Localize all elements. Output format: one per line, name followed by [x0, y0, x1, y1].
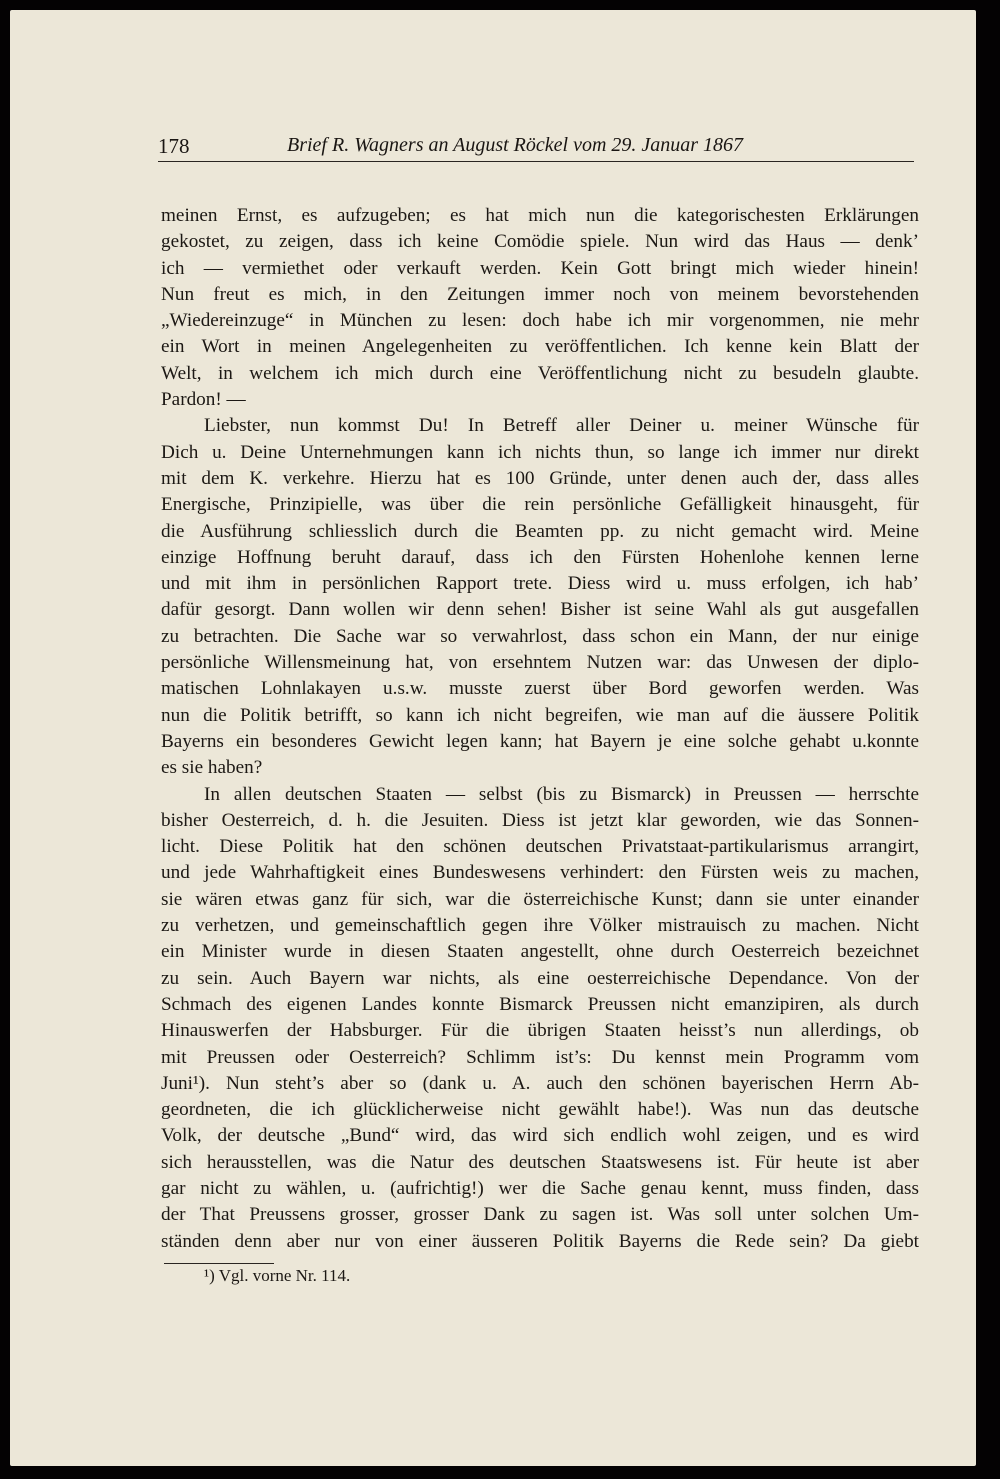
text-line: In allen deutschen Staaten — selbst (bis zu Bismarck) in Preussen — herrschte [204, 783, 919, 805]
text-line: Energische, Prinzipielle, was über die rein persönliche Gefälligkeit hinausgeht, für [161, 494, 919, 516]
text-line: matischen Lohnlakayen u.s.w. musste zuerst über Bord geworfen werden. Was [161, 678, 919, 700]
text-line: zu sein. Auch Bayern war nichts, als eine oesterreichische Dependance. Von der [161, 967, 919, 989]
text-line: Liebster, nun kommst Du! In Betreff aller Deiner u. meiner Wünsche für [204, 415, 919, 437]
text-line: Bayerns ein besonderes Gewicht legen kann; hat Bayern je eine solche gehabt u.konnte [161, 730, 919, 752]
text-line: persönliche Willensmeinung hat, von ersehntem Nutzen war: das Unwesen der diplo- [161, 652, 919, 674]
text-line: ich — vermiethet oder verkauft werden. Kein Gott bringt mich wieder hinein! [161, 257, 919, 279]
page-header [158, 134, 914, 164]
text-line: zu betrachten. Die Sache war so verwahrlost, dass schon ein Mann, der nur einige [161, 625, 919, 647]
text-line: geordneten, die ich glücklicherweise nicht gewählt habe!). Was nun das deutsche [161, 1099, 919, 1121]
text-line: bisher Oesterreich, d. h. die Jesuiten. Diess ist jetzt klar geworden, wie das Sonnen- [161, 809, 919, 831]
text-line: Pardon! — [161, 389, 246, 411]
text-line: Volk, der deutsche „Bund“ wird, das wird sich endlich wohl zeigen, und es wird [161, 1125, 919, 1147]
running-title: Brief R. Wagners an August Röckel vom 29. Januar 1867 [287, 134, 744, 156]
header-rule [158, 161, 914, 162]
page-number: 178 [158, 134, 190, 158]
text-line: mit Preussen oder Oesterreich? Schlimm ist’s: Du kennst mein Programm vom [161, 1046, 919, 1068]
text-line: sie wären etwas ganz für sich, war die österreichische Kunst; dann sie unter einander [161, 888, 919, 910]
text-line: Juni¹). Nun steht’s aber so (dank u. A. auch den schönen bayerischen Herrn Ab- [161, 1072, 919, 1094]
footnote: ¹) Vgl. vorne Nr. 114. [204, 1266, 351, 1285]
text-line: Dich u. Deine Unternehmungen kann ich nichts thun, so lange ich immer nur direkt [161, 441, 919, 463]
body-text [161, 203, 919, 1255]
text-line: es sie haben? [161, 757, 263, 779]
text-line: die Ausführung schliesslich durch die Beamten pp. zu nicht gemacht wird. Meine [161, 520, 919, 542]
text-line: licht. Diese Politik hat den schönen deutschen Privatstaat-partikularismus arrangirt, [161, 836, 919, 858]
text-line: nun die Politik betrifft, so kann ich nicht begreifen, wie man auf die äussere Politik [161, 704, 919, 726]
text-line: Hinauswerfen der Habsburger. Für die übrigen Staaten heisst’s nun allerdings, ob [161, 1020, 919, 1042]
text-line: einzige Hoffnung beruht darauf, dass ich den Fürsten Hohenlohe kennen lerne [161, 546, 919, 568]
footnote-rule [164, 1263, 274, 1264]
text-line: ein Wort in meinen Angelegenheiten zu veröffentlichen. Ich kenne kein Blatt der [161, 336, 919, 358]
text-line: gekostet, zu zeigen, dass ich keine Comödie spiele. Nun wird das Haus — denk’ [161, 231, 919, 253]
text-line: Welt, in welchem ich mich durch eine Veröffentlichung nicht zu besudeln glaubte. [161, 362, 919, 384]
text-line: „Wiedereinzuge“ in München zu lesen: doch habe ich mir vorgenommen, nie mehr [161, 310, 919, 332]
text-line: ständen denn aber nur von einer äusseren Politik Bayerns die Rede sein? Da giebt [161, 1230, 919, 1252]
text-line: sich herausstellen, was die Natur des deutschen Staatswesens ist. Für heute ist aber [161, 1151, 919, 1173]
text-line: der That Preussens grosser, grosser Dank zu sagen ist. Was soll unter solchen Um- [161, 1204, 919, 1226]
text-line: und mit ihm in persönlichen Rapport trete. Diess wird u. muss erfolgen, ich hab’ [161, 573, 919, 595]
text-line: gar nicht zu wählen, u. (aufrichtig!) wer die Sache genau kennt, muss finden, dass [161, 1177, 919, 1199]
text-line: mit dem K. verkehre. Hierzu hat es 100 Gründe, unter denen auch der, dass alles [161, 467, 919, 489]
text-line: Nun freut es mich, in den Zeitungen immer noch von meinem bevorstehenden [161, 283, 919, 305]
text-line: zu verhetzen, und gemeinschaftlich gegen ihre Völker mistrauisch zu machen. Nicht [161, 915, 919, 937]
text-line: ein Minister wurde in diesen Staaten angestellt, ohne durch Oesterreich bezeichnet [161, 941, 919, 963]
text-line: dafür gesorgt. Dann wollen wir denn sehen! Bisher ist seine Wahl als gut ausgefallen [161, 599, 919, 621]
text-line: Schmach des eigenen Landes konnte Bismarck Preussen nicht emanzipiren, als durch [161, 993, 919, 1015]
text-line: und jede Wahrhaftigkeit eines Bundeswesens verhindert: den Fürsten weis zu machen, [161, 862, 919, 884]
text-line: meinen Ernst, es aufzugeben; es hat mich nun die kategorischesten Erklärungen [161, 205, 919, 226]
